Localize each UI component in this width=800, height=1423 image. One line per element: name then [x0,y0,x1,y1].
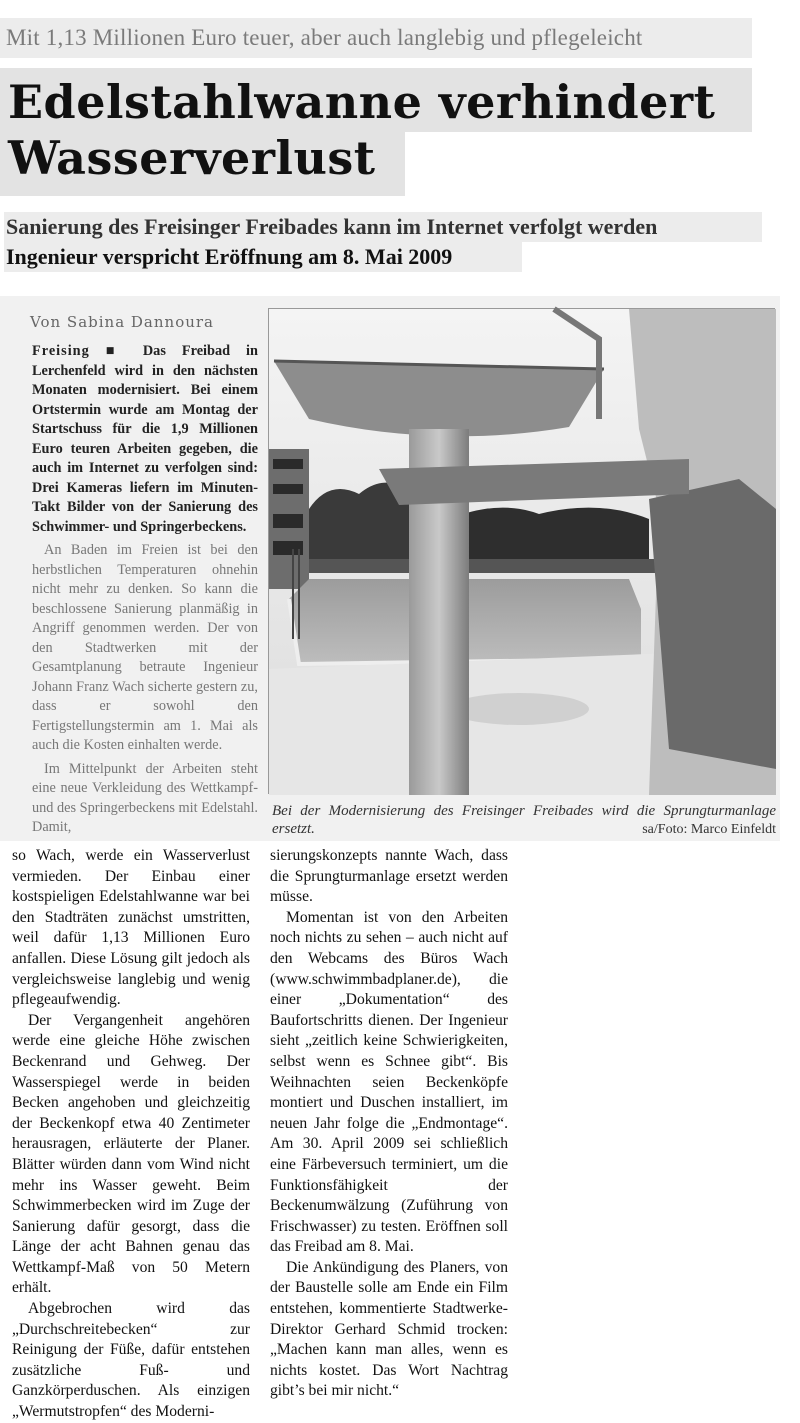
lead-intro [32,342,258,537]
fence [309,559,669,573]
diving-tower-photo [268,308,775,794]
headline [0,68,752,196]
kicker: Mit 1,13 Millionen Euro teuer, aber auch langlebig und pflegeleicht [0,18,752,58]
lead-paragraph-1: An Baden im Freien ist bei den herbstlichen Temperaturen ohnehin nicht mehr zu denken. So kann die beschlossene Sanierung planmäßig in Angriff genommen werden. Der von den Stadtwerken mit der Gesamtplanung betraute Ingenieur Johann Franz Wach sicherte gestern zu, dass er sowohl den Fertigstellungstermin am 1. Mai als auch die Kosten einhalten werde. [32,542,258,753]
dateline-place: Freising [32,343,90,359]
lead-column [32,342,258,838]
subheadline [0,210,762,274]
body-column-1 [12,846,250,1423]
headline-line-1: Edelstahlwanne verhindert [8,75,716,129]
headline-background-cut [405,132,752,196]
body-paragraph: Momentan ist von den Arbeiten noch nichts zu sehen – auch nicht auf den Webcams des Büros Wach (www.schwimmbadplaner.de), die einer „Dokumentation“ des Baufortschritts dienen. Der Ingenieur sieht „zeitlich keine Schwierigkeiten, selbst wenn es Schnee gibt“. Bis Weihnachten seien Beckenköpfe montiert und Duschen installiert, im neuen Jahr folge die „Endmontage“. Am 30. April 2009 sei schließlich eine Färbeversuch terminiert, um die Funktionsfähigkeit der Beckenumwälzung (Zuführung von Frischwasser) zu testen. Eröffnen soll das Freibad am 8. Mai. [270,908,508,1256]
dateline-bullet: ■ [105,343,127,359]
body-paragraph: so Wach, werde ein Wasserverlust vermieden. Der Einbau einer kostspieligen Edelstahlwanne war bei den Stadträten zunächst umstritten, weil dafür 1,13 Millionen Euro anfallen. Diese Lösung gilt jedoch als vergleichsweise langlebig und wenig pflegeaufwendig. [12,847,250,1009]
body-paragraph: Der Vergangenheit angehören werde eine gleiche Höhe zwischen Beckenrand und Gehweg. Der Wasserspiegel werde in beiden Becken angehoben und gleichzeitig der Beckenkopf etwa 40 Zentimeter herausragen, erläuterte der Planer. Blätter würden dann vom Wind nicht mehr ins Wasser geweht. Beim Schwimmerbecken wird im Zuge der Sanierung dafür gesorgt, dass die Länge der acht Bahnen genau das Wettkampf-Maß von 50 Metern erhält. [12,1011,250,1297]
lead-intro-text: Das Freibad in Lerchenfeld wird in den nächsten Monaten modernisiert. Bei einem Ortstermin wurde am Montag der Startschuss für die 1,9 Millionen Euro teuren Arbeiten gegeben, die auch im Internet zu verfolgen sind: Drei Kameras liefern im Minuten-Takt Bilder von der Sanierung des Schwimmer- und Springerbeckens. [32,343,258,535]
trees-center [449,508,649,564]
body-paragraph: Abgebrochen wird das „Durchschreitebecken“ zur Reinigung der Füße, dafür entstehen zusätzliche Fuß- und Ganzkörperduschen. Als einzigen „Wermutstropfen“ des Moderni- [12,1300,250,1421]
body-paragraph: sierungskonzepts nannte Wach, dass die Sprungturmanlage ersetzt werden müsse. [270,847,508,906]
headline-line-2: Wasserverlust [8,131,376,185]
photo-credit: sa/Foto: Marco Einfeldt [642,822,776,837]
photo-caption: Bei der Modernisierung des Freisinger Freibades wird die Sprungturmanlage ersetzt. [272,803,776,837]
subheadline-line-2: Ingenieur verspricht Eröffnung am 8. Mai 2009 [4,242,522,272]
lead-paragraph-2: Im Mittelpunkt der Arbeiten steht eine neue Verkleidung des Wettkampf- und des Springerbeckens mit Edelstahl. Damit, [32,760,258,835]
body-paragraph: Die Ankündigung des Planers, von der Baustelle solle am Ende ein Film entstehen, kommentierte Stadtwerke-Direktor Gerhard Schmid trocken: „Machen kann man alles, wenn es nichts kostet. Das Wort Nachtrag gibt’s bei mir nicht.“ [270,1258,508,1400]
subheadline-line-1: Sanierung des Freisinger Freibades kann im Internet verfolgt werden [4,212,762,242]
byline: Von Sabina Dannoura [30,313,214,331]
diving-tower-illustration [269,309,776,795]
tower-right-pillar [649,479,776,769]
body-column-2 [270,846,508,1402]
